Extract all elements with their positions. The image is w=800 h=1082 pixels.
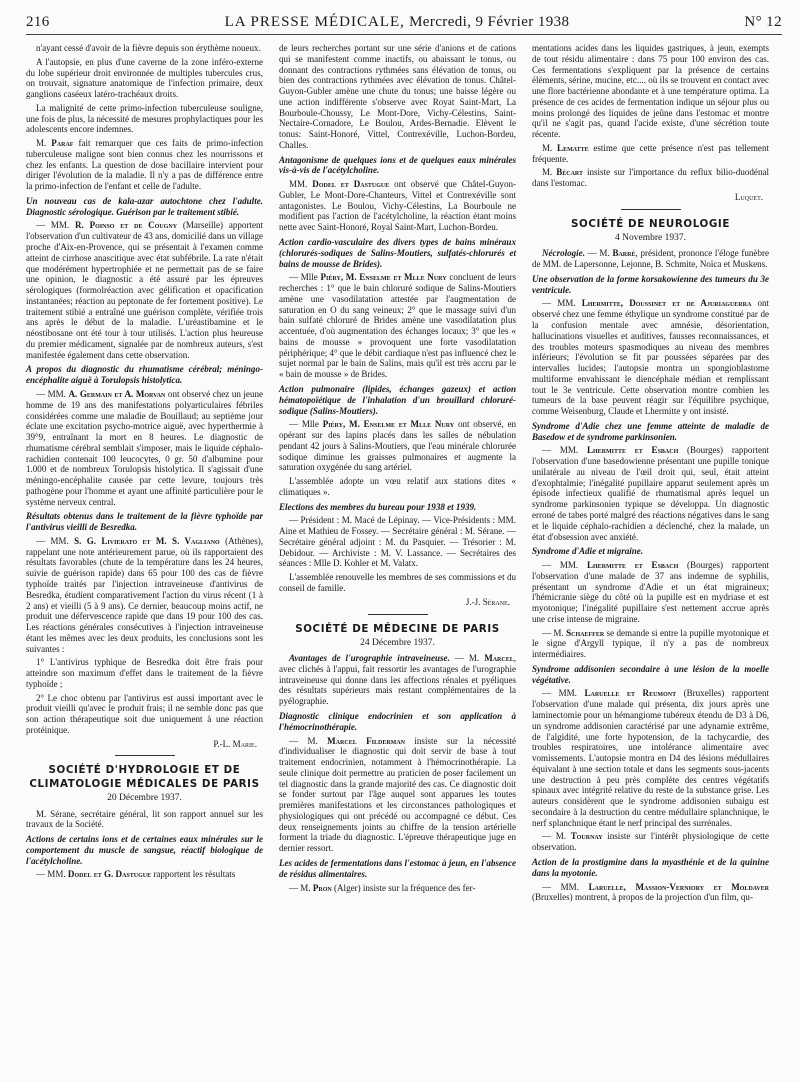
text-run: MM. <box>289 179 313 190</box>
author-name: Schaeffer <box>566 627 605 638</box>
text-run: (Bruxelles) rapportent l'observation d'une malade qui présenta, dix jours après une laminectomie pour un hémangiome tubéreux étendu de D3 à D6, un syndrome addisonien caractérisé par une adynamie extrême, de l'algidité, une forte hypotension, de la tachycardie, des troubles respiratoires, une intolérance alimentaire avec vomissements. L'autopsie montra en D4 des lésions médullaires équivalant à une section totale et dans les segments sous-jacents une destruction à peu près complète des centres végétatifs spinaux avec intégrité relative du reste de la substance grise. Les auteurs considèrent que le syndrome addisonien subaigu est secondaire à la destruction du centre médullaire splanchnique, le nerf splanchnique étant le nerf principal des surrénales. <box>532 688 769 828</box>
text-run: — MM. <box>542 560 587 571</box>
paragraph <box>532 688 769 828</box>
paragraph: La malignité de cette primo-infection tuberculeuse souligne, une fois de plus, la nécessité de mesures prophylactiques pour les adolescents encore indemnes. <box>26 102 263 135</box>
text-run: M. <box>542 167 557 178</box>
text-columns <box>26 43 782 906</box>
page-number: 216 <box>26 14 50 30</box>
paragraph: L'assemblée adopte un vœu relatif aux stations dites « climatiques ». <box>279 476 516 497</box>
text-run: — Mlle <box>289 419 323 430</box>
text-run: — M. <box>584 248 613 259</box>
author-name: Piéry, M. Enselme et Mlle Nury <box>322 419 455 430</box>
paragraph: n'ayant cessé d'avoir de la fièvre depuis son érythème noueux. <box>36 43 261 53</box>
section-heading: SOCIÉTÉ DE MÉDECINE DE PARIS <box>295 622 500 635</box>
communication-title: Antagonisme de quelques ions et de quelques eaux minérales vis-à-vis de l'acétylcholine. <box>279 154 516 176</box>
communication-title: Un nouveau cas de kala-azar autochtone chez l'adulte. Diagnostic sérologique. Guérison par le traitement stibié. <box>26 195 263 217</box>
paragraph <box>279 272 516 380</box>
text-run: estime que cette présence n'est pas tellement fréquente. <box>532 142 769 164</box>
column-left <box>26 43 263 906</box>
text-run: (Bourges) rapportent l'observation d'une malade de 37 ans indemne de syphilis, présentant un syndrome d'Adie et un état migraineux; l'hémicranie siège du côté où la pupille est en mydriase et est myotonique; l'inégalité pupillaire s'est nettement accrue après une crise intense de migraine. <box>532 560 770 624</box>
author-name: Lematte <box>557 142 589 153</box>
author-name: Marcel Filderman <box>327 735 405 746</box>
text-run: , avec clichés à l'appui, fait ressortir les avantages de l'urographie intraveineuse qui donne dans les affections rénales et pyéliques des résultats supérieurs mais restant complémentaires de la pyélographie. <box>279 653 516 707</box>
text-run: fait remarquer que ces faits de primo-infection tuberculeuse maligne sont bien connus chez les nourrissons et chez les enfants. La question de dose bacillaire intervient pour diriger l'évolution de la maladie. Il n'y a pas de différence entre la primo-infection de l'enfant et celle de l'adulte. <box>26 138 263 192</box>
paragraph <box>279 419 516 473</box>
text-run: — MM. <box>542 881 589 892</box>
text-run: — M. <box>289 735 328 746</box>
text-run: M. <box>542 142 558 153</box>
session-date: 20 Décembre 1937. <box>107 793 182 804</box>
communication-title: A propos du diagnostic du rhumatisme cérébral; méningo-encéphalite aiguë à Torulopsis histolytica. <box>26 364 263 386</box>
text-run: ont observé chez un jeune homme de 19 ans des manifestations polyarticulaires fébriles considérées comme une maladie de Bouillaud; au septième jour éclate une excitation psycho-motrice aiguë, avec hyperthermie à 39°9, entraînant la mort en 8 heures. Le diagnostic de rhumatisme cérébral semblait s'imposer, mais le liquide céphalo-rachidien contenait 100 leucocytes, 0 gr. 50 d'albumine pour 1.000 et de nombreux Torulopsis histolytica. Il s'agissait d'une méningo-encéphalite causée par cette levure, toujours très pathogène pour l'homme et ayant une affinité particulière pour le système nerveux central. <box>26 388 264 507</box>
text-run: (Bourges) rapportent l'observation d'une basedowienne présentant une pupille tonique unilatérale au niveau de l'œil droit qui, seul, était atteint d'exophtalmie; l'inégalité pupillaire apparut seulement après un épisode infectieux qualifié de rhumatismal après lequel un syndrome parkinsonien typique se développa. Un diagnostic erroné de tabes porté malgré des réactions négatives dans le sang et le liquide céphalo-rachidien a déclenché, chez la malade, un état d'obsession avec anxiété. <box>532 445 770 542</box>
section-heading: SOCIÉTÉ D'HYDROLOGIE ET DE CLIMATOLOGIE MÉDICALES DE PARIS <box>29 764 260 790</box>
communication-title: Une observation de la forme korsakowienne des tumeurs du 3e ventricule. <box>532 273 769 295</box>
author-name: Marcel <box>484 653 514 664</box>
paragraph <box>532 445 769 542</box>
communication-title: Action de la prostigmine dans la myasthénie et de la quinine dans la myotonie. <box>532 856 769 878</box>
paragraph <box>26 138 263 192</box>
issue-number: N° 12 <box>744 14 782 30</box>
text-run: ont observé chez une femme éthylique un syndrome constitué par de la confusion mentale avec amnésie, désorientation, hallucinations visuelles et auditives, fausses reconnaissances, et des troubles moteurs spasmodiques au niveau des membres inférieurs; l'évolution se fit par poussées séparées par des intervalles lucides; l'autopsie montra un spongioblastome multiforme envahissant le diencéphale médian et remplissant tout le 3e ventricule. Cette observation montre combien les tumeurs de la base peuvent réagir sur l'équilibre psychique, comme Weisenburg, Claude et Lhermitte y ont insisté. <box>532 298 770 417</box>
author-name: Tournay <box>570 831 603 842</box>
author-name: Bécart <box>556 167 584 178</box>
text-run: — MM. <box>36 220 75 231</box>
text-run: ont observé, en opérant sur des lapins placés dans les salles de nébulation pendant 42 jours à Salins-Moutiers, que l'eau minérale chlorurée sodique diminue les graisses pulmonaires et augmente la saturation oxygénée du sang artériel. <box>279 419 517 473</box>
author-name: Laruelle, Massion-Verniory et Moldaver <box>588 881 769 892</box>
text-run: M. <box>36 138 52 149</box>
paragraph <box>26 220 263 360</box>
paragraph <box>279 736 516 854</box>
paragraph <box>279 653 516 707</box>
text-run: — MM. <box>36 869 68 880</box>
text-run: concluent de leurs recherches : 1° que le bain chloruré sodique de Salins-Moutiers amène une vasodilatation attestée par l'augmentation de saturation en O du sang veineux; 2° que le massage suivi d'un bain sulfaté chloruré de Brides amène une vasodilatation plus accentuée, d'où augmentation des échanges locaux; 3° que les « bains de mousse » provoquent une forte vasodilatation périphérique; 4° que le débit cardiaque n'est pas influencé chez le sujet normal par le bain de Salins, mais qu'il est très accru par le « bain de mousse » de Brides. <box>279 272 516 380</box>
paragraph <box>26 869 263 880</box>
author-name: Barré <box>612 248 636 259</box>
paragraph: — Président : M. Macé de Lépinay. — Vice-Présidents : MM. Aine et Mathieu de Fossey. — Secrétaire général : M. Sérane. — Secrétaire général adjoint : M. du Pasquier. — Trésorier : M. Debidour. — Archiviste : M. V. Lassance. — Secrétaires des séances : Mlle D. Kohler et M. Valatx. <box>279 515 516 569</box>
session-date: 24 Décembre 1937. <box>360 637 435 648</box>
author-name: Laruelle et Reumont <box>584 688 677 699</box>
communication-title: Diagnostic clinique endocrinien et son application à l'hémocrinothérapie. <box>279 711 516 732</box>
author-name: Lhermitte, Doussinet et de Ajuriaguerra <box>581 298 752 309</box>
communication-title: Avantages de l'urographie intraveineuse. <box>289 653 450 664</box>
paragraph: de leurs recherches portant sur une série d'anions et de cations qui se manifestent comme inactifs, ou abaissant le tonus, ou donnant des contractions rythmées sans élévation de tonus, ou bien des contractions rythmées avec élévation de tonus. Châtel-Guyon-Gubler amène une chute du tonus; une baisse légère ou une action indifférente s'observe avec Royat Saint-Mart, La Bourboule-Choussy, Le Mont-Dore, Vichy-Célestins, Saint-Nectaire-Cornadore, Le Boulou, Ardes-Bernadie. Elèvent le tonus: Saint-Honoré, Vittel, Contrexéville, Luchon-Bordeu, Challes. <box>279 43 516 150</box>
paragraph: mentations acides dans les liquides gastriques, à jeun, exempts de tout résidu alimentaire : dans 75 pour 100 environ des cas. Ces fermentations s'expliquent par la présence de certains éléments, sérine, mucine, etc.... où ils se trouvent en contact avec une flore bactérienne abondante et à une température optima. La présence de ces acides de fermentation indique un séjour plus ou moins prolongé des liquides de jeûne dans l'estomac et montre qu'il ne s'agit pas, quand l'acide existe, d'une sécrétion toute récente. <box>532 43 769 140</box>
paragraph <box>26 536 263 654</box>
text-run: (Bruxelles) montrent, à propos de la projection d'un film, qu- <box>532 892 753 903</box>
author-name: Lhermitte et Esbach <box>586 445 679 456</box>
paragraph: A l'autopsie, en plus d'une caverne de la zone inféro-externe du lobe supérieur droit environnée de multiples tubercules crus, on trouvait, signature anatomique de l'infection primaire, deux ganglions caséeux latéro-trachéaux droits. <box>26 56 263 100</box>
text-run: — M. <box>289 882 313 893</box>
communication-title: Les acides de fermentations dans l'estomac à jeun, en l'absence de résidus alimentaires. <box>279 857 516 879</box>
communication-title: Syndrome addisonien secondaire à une lésion de la moelle végétative. <box>532 663 769 685</box>
text-run: — MM. <box>542 688 585 699</box>
paragraph <box>532 628 769 660</box>
paragraph: L'assemblée renouvelle les membres de ses commissions et du conseil de famille. <box>279 572 516 593</box>
text-run: — MM. <box>542 445 587 456</box>
author-name: S. G. Livierato et M. S. Vagliano <box>74 535 220 546</box>
section-divider <box>621 209 681 210</box>
paragraph <box>532 560 769 625</box>
text-run: , président, prononce l'éloge funèbre de MM. de Lapersonne, Lejonne, B. Schmite, Noïca et Muskens. <box>532 248 769 270</box>
text-run: (Marseille) apportent l'observation d'un cultivateur de 43 ans, domicilié dans un village proche d'Aix-en-Provence, qui se présentait à l'examen comme atteint de cirrhose anascitique avec état subfébrile. La rate n'était que modérément hypertrophiée et ne permettait pas de se faire une opinion, le diagnostic a été assuré par les épreuves sérologiques (formolréaction avec gélification et opacification instantanées; réaction au peptonate de fer fortement positive). Le traitement stibié a entraîné une guérison complète, vérifiée trois ans après le début de la maladie. L'uréastibamine et le néostibosane ont été tour à tour utilisés. L'action plus heureuse du premier médicament, signalée par de nombreux auteurs, s'est manifestée également dans cette observation. <box>26 220 263 360</box>
paragraph <box>279 179 516 233</box>
paragraph: M. Sérane, secrétaire général, lit son rapport annuel sur les travaux de la Société. <box>26 808 263 830</box>
text-run: — MM. <box>542 298 582 309</box>
text-run: — MM. <box>36 388 69 399</box>
report-signature: J.-J. Sérane. <box>465 596 510 607</box>
running-title-block <box>225 14 570 31</box>
text-run: — Mlle <box>289 272 321 283</box>
author-name: R. Poinso et de Cougny <box>75 220 178 231</box>
communication-title: Actions de certains ions et de certaines eaux minérales sur le comportement du muscle de sangsue, réactif biologique de l'acétylcholine. <box>26 834 263 866</box>
issue-date: Mercredi, 9 Février 1938 <box>409 14 570 30</box>
communication-title: Action cardio-vasculaire des divers types de bains minéraux (chlorurés-sodiques de Salins-Moutiers, sulfatés-chlorurés et bains de mousse de Brides). <box>279 237 516 269</box>
communication-title: Nécrologie. <box>542 248 585 259</box>
section-heading: SOCIÉTÉ DE NEUROLOGIE <box>571 217 730 230</box>
author-name: Lhermitte et Esbach <box>586 560 679 571</box>
text-run: ont observé que Châtel-Guyon-Gubler, Le Mont-Dore-Chanteurs, Vittel et Contrexéville sont antagonistes. Le Boulou, Vichy-Célestins, La Bourboule ne modifient pas l'action de l'acétylcholine, la réaction étant moins nette avec Saint-Honoré, Royal Saint-Mart, Luchon-Bordeu. <box>279 179 517 233</box>
running-head <box>26 14 782 35</box>
text-run: insiste sur l'importance du reflux bilio-duodénal dans l'estomac. <box>532 167 769 189</box>
column-right <box>532 43 769 906</box>
paragraph <box>532 831 769 853</box>
paragraph <box>532 143 769 165</box>
paragraph: 2° Le choc obtenu par l'antivirus est aussi important avec le produit vieilli qu'avec le produit frais; il ne semble donc pas que son action thérapeutique soit due uniquement à une réaction protéinique. <box>26 692 263 735</box>
author-name: Dodel et G. Dastugue <box>67 869 152 880</box>
communication-title: Action pulmonaire (lipides, échanges gazeux) et action hématopoïétique de l'inhalation d'un brouillard chloruré-sodique (Salins-Moutiers). <box>279 383 516 416</box>
text-run: se demande si entre la pupille myotonique et le signe d'Argyll typique, il n'y a pas de nombreux intermédiaires. <box>532 627 769 660</box>
author-name: A. Germain et A. Morvan <box>68 388 166 399</box>
session-date: 4 Novembre 1937. <box>615 233 686 244</box>
author-name: Dodel et Dastugue <box>312 179 390 190</box>
text-run: — M. <box>542 831 571 842</box>
journal-title: LA PRESSE MÉDICALE, <box>224 14 405 30</box>
text-run: rapportent les résultats <box>151 869 236 880</box>
section-divider <box>368 614 428 615</box>
paragraph <box>532 248 769 270</box>
text-run: — M. <box>542 627 567 638</box>
report-signature: Luquet. <box>734 191 763 202</box>
paragraph <box>279 883 516 894</box>
paragraph: 1° L'antivirus typhique de Besredka doit être frais pour atteindre son maximum d'effet dans le traitement de la fièvre typhoïde ; <box>26 657 263 689</box>
author-name: Piéry, M. Enselme et Mlle Nury <box>320 272 447 283</box>
report-signature: P.-L. Marie. <box>213 738 257 749</box>
text-run: (Athènes), rappelant une note antérieurement parue, où ils rapportaient des résultats favorables (chute de la température dans les 24 heures, suivie de guérison rapide) dans 65 pour 100 des cas de fièvre typhoïde traités par l'injection intraveineuse d'antivirus de Besredka, étudient comparativement l'action du virus récent (1 à 2 ans) et vieilli (5 à 9 ans). Ce dernier, beaucoup moins actif, ne produit une défervescence rapide que dans 19 pour 100 des cas. Les réactions générales consécutives à l'injection intraveineuse étant les mêmes avec les deux produits, les conclusions sont les suivantes : <box>26 535 263 654</box>
text-run: (Alger) insiste sur la fréquence des fer- <box>331 882 476 893</box>
author-name: Pron <box>312 882 332 893</box>
text-run: insiste sur l'intérêt physiologique de cette observation. <box>532 831 769 853</box>
paragraph <box>532 882 769 904</box>
column-middle <box>279 43 516 906</box>
communication-title: Syndrome d'Adie et migraine. <box>532 546 644 557</box>
paragraph <box>532 167 769 189</box>
communication-title: Elections des membres du bureau pour 1938 et 1939. <box>279 501 477 512</box>
paragraph <box>532 298 769 416</box>
communication-title: Résultats obtenus dans le traitement de la fièvre typhoïde par l'antivirus vieilli de Besredka. <box>26 511 263 533</box>
author-name: Paraf <box>51 138 74 149</box>
text-run: — M. <box>449 653 485 664</box>
paragraph <box>26 389 263 507</box>
section-divider <box>115 755 175 756</box>
text-run: insiste sur la nécessité d'individualiser le diagnostic qui doit servir de base à tout traitement endocrinien, notamment à l'hémocrinothérapie. La seule clinique doit permettre au praticien de poser facilement un tel diagnostic dans la grande majorité des cas. Ce diagnostic doit se fonder surtout par l'âge auquel sont apparues les toutes premières manifestations et les circonstances pathologiques et physiologiques qui ont précédé ou accompagné ce début. Ces deux renseignements joints au chiffre de la tension artérielle forment la triade du diagnostic. L'épreuve thérapeutique juge en dernier ressort. <box>279 735 516 854</box>
communication-title: Syndrome d'Adie chez une femme atteinte de maladie de Basedow et de syndrome parkinsonien. <box>532 420 769 442</box>
text-run: — MM. <box>36 535 75 546</box>
